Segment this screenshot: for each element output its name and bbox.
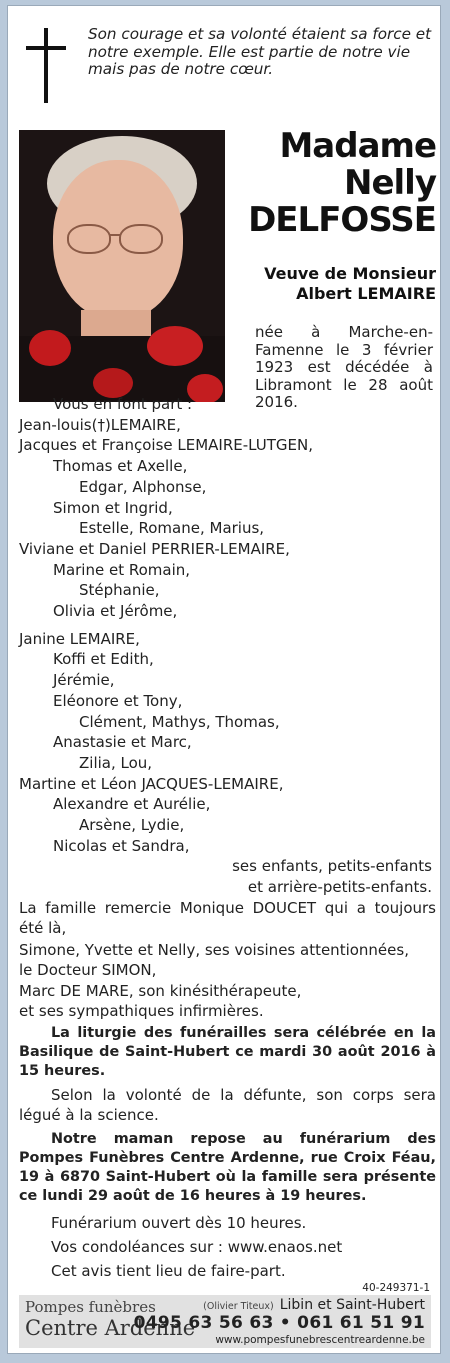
family-member: Janine LEMAIRE, xyxy=(19,629,140,648)
funeral-home-notice: Notre maman repose au funérarium des Pompes Funèbres Centre Ardenne, rue Croix Féau, 19 à 6870 Saint-Hubert où la famille sera présente ce lundi 29 août de 16 heures à 19 heures. xyxy=(19,1130,436,1204)
family-member: Olivia et Jérôme, xyxy=(53,602,178,621)
family-member: Nicolas et Sandra, xyxy=(53,836,190,855)
website-link[interactable]: www.pompesfunebrescentreardenne.be xyxy=(215,1334,425,1346)
name-first: Nelly xyxy=(344,163,436,203)
thanks-line: La famille remercie Monique DOUCET qui a toujours été là, xyxy=(19,898,436,938)
locations: Libin et Saint-Hubert xyxy=(279,1297,425,1313)
name-title: Madame xyxy=(279,126,436,166)
note-line: Cet avis tient lieu de faire-part. xyxy=(51,1261,286,1280)
family-member: Simon et Ingrid, xyxy=(53,498,173,517)
brand-line-1: Pompes funèbres xyxy=(25,1298,156,1316)
contact-line xyxy=(203,1297,425,1313)
family-member: Alexandre et Aurélie, xyxy=(53,795,211,814)
deceased-name xyxy=(232,128,436,239)
funeral-director-banner xyxy=(19,1295,431,1348)
family-member: Anastasie et Marc, xyxy=(53,733,192,752)
contact-person: (Olivier Titeux) xyxy=(203,1301,274,1312)
widow-line-1: Veuve de Monsieur xyxy=(264,264,436,283)
family-intro: Vous en font part : xyxy=(53,395,193,413)
birth-death-details: née à Marche-en-Famenne le 3 février 1923 est décédée à Libramont le 28 août 2016. xyxy=(255,323,433,411)
family-member: Viviane et Daniel PERRIER-LEMAIRE, xyxy=(19,539,290,558)
thanks-line: Simone, Yvette et Nelly, ses voisines attentionnées, xyxy=(19,940,409,959)
family-member: Edgar, Alphonse, xyxy=(79,477,207,496)
thanks-line: le Docteur SIMON, xyxy=(19,961,157,980)
family-closing-1: ses enfants, petits-enfants xyxy=(232,857,432,876)
widow-line-2: Albert LEMAIRE xyxy=(296,284,436,303)
family-closing-2: et arrière-petits-enfants. xyxy=(247,878,432,897)
body-donation-notice: Selon la volonté de la défunte, son corps sera légué à la science. xyxy=(19,1085,436,1125)
phone-numbers: 0495 63 56 63 • 061 61 51 91 xyxy=(133,1313,425,1333)
brand-line-2: Centre Ardenne xyxy=(25,1316,196,1340)
family-member: Martine et Léon JACQUES-LEMAIRE, xyxy=(19,774,284,793)
obituary-card xyxy=(7,5,441,1354)
name-last: DELFOSSE xyxy=(248,200,436,240)
family-member: Arsène, Lydie, xyxy=(79,816,185,835)
family-member: Jérémie, xyxy=(53,671,115,690)
note-line: Vos condoléances sur : www.enaos.net xyxy=(51,1237,343,1256)
family-member: Clément, Mathys, Thomas, xyxy=(79,712,280,731)
family-member: Jean-louis(†)LEMAIRE, xyxy=(19,415,181,434)
family-list xyxy=(19,394,436,1283)
family-member: Eléonore et Tony, xyxy=(53,691,183,710)
thanks-line: Marc DE MARE, son kinésithérapeute, xyxy=(19,981,302,1000)
family-member: Thomas et Axelle, xyxy=(53,457,188,476)
family-member: Koffi et Edith, xyxy=(53,650,154,669)
family-member: Estelle, Romane, Marius, xyxy=(79,519,265,538)
reference-number: 40-249371-1 xyxy=(362,1282,430,1294)
family-member: Zilia, Lou, xyxy=(79,753,153,772)
note-line: Funérarium ouvert dès 10 heures. xyxy=(51,1213,307,1232)
liturgy-notice: La liturgie des funérailles sera célébrée en la Basilique de Saint-Hubert ce mardi 30 août 2016 à 15 heures. xyxy=(19,1024,436,1079)
thanks-line: et ses sympathiques infirmières. xyxy=(19,1002,264,1021)
portrait-photo xyxy=(19,130,225,402)
family-member: Jacques et Françoise LEMAIRE-LUTGEN, xyxy=(19,436,314,455)
family-member: Stéphanie, xyxy=(79,581,160,600)
widow-of xyxy=(232,264,436,304)
epitaph-quote: Son courage et sa volonté étaient sa force et notre exemple. Elle est partie de notre vie mais pas de notre cœur. xyxy=(88,25,432,78)
family-member: Marine et Romain, xyxy=(53,560,191,579)
